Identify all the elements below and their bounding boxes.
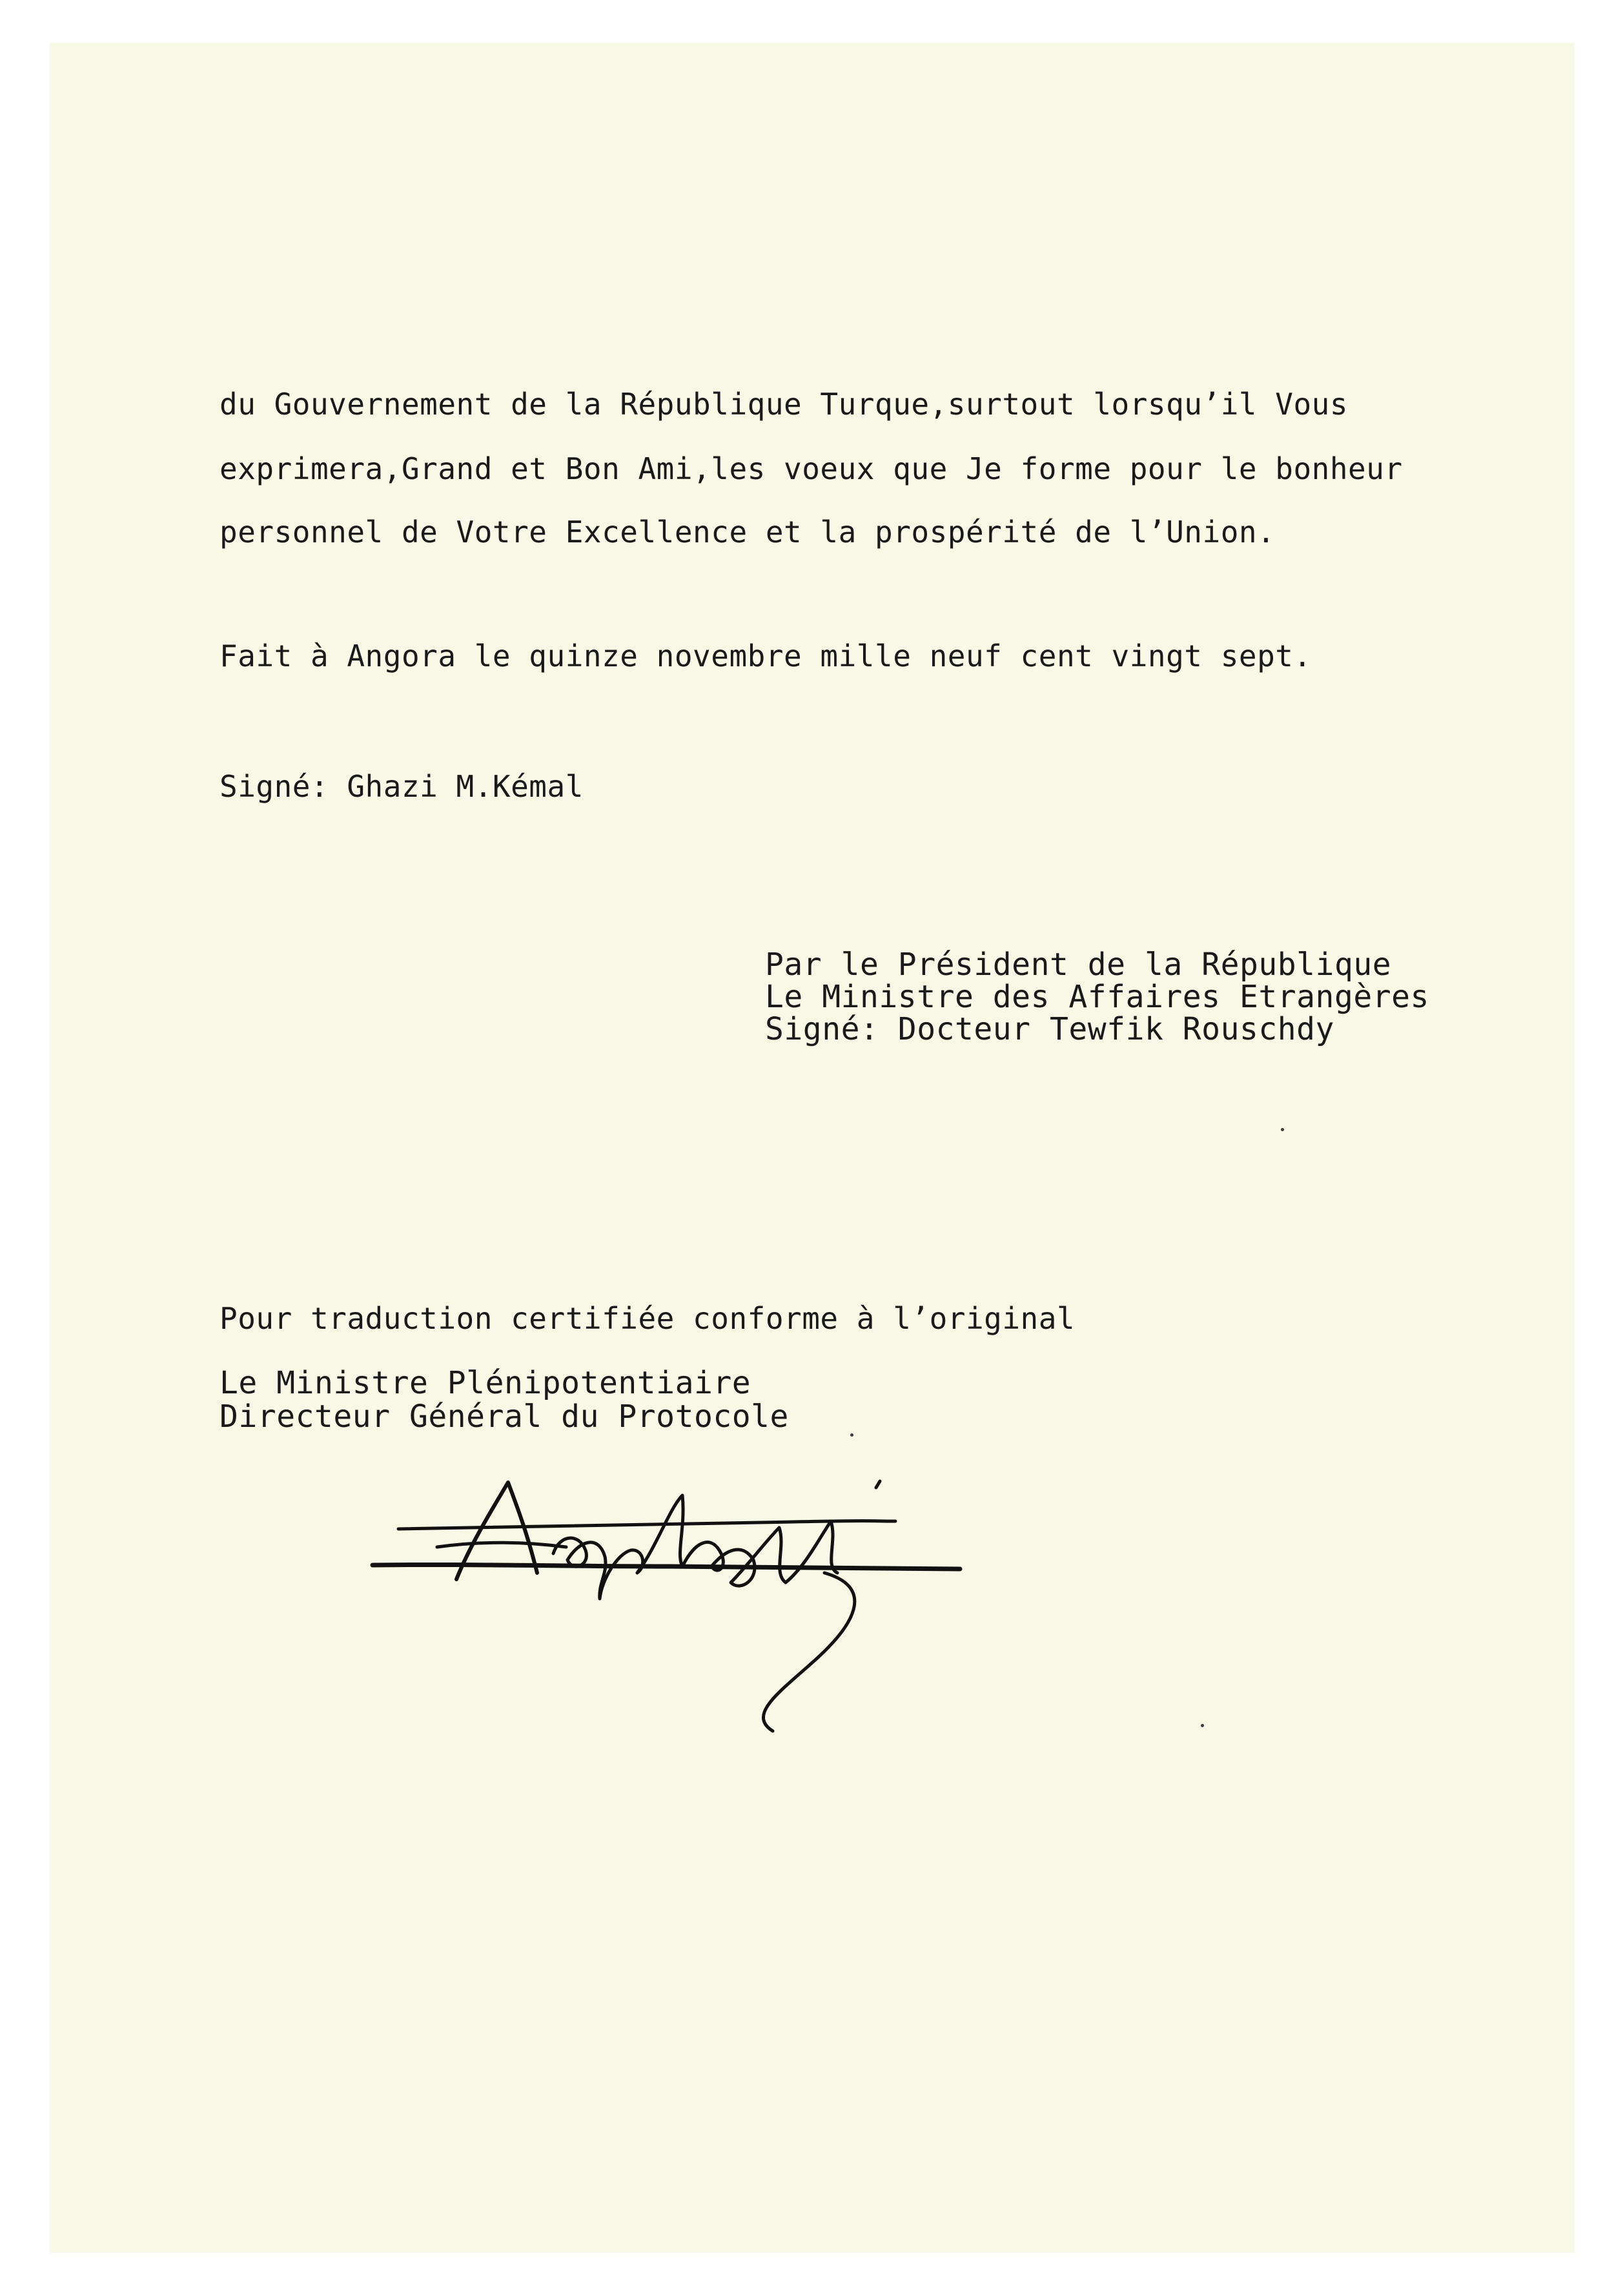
official-title-line-1: Le Ministre Plénipotentiaire	[219, 1365, 751, 1401]
countersign-line-2: Le Ministre des Affaires Etrangères	[765, 979, 1429, 1015]
signed-line: Signé: Ghazi M.Kémal	[219, 769, 584, 804]
paper-speck	[1201, 1724, 1204, 1727]
body-line-1: du Gouvernement de la République Turque,surtout lorsqu’il Vous	[219, 387, 1349, 422]
countersign-line-1: Par le Président de la République	[765, 947, 1392, 983]
certification-statement: Pour traduction certifiée conforme à l’original	[219, 1301, 1076, 1336]
document-page	[50, 43, 1575, 2253]
body-line-3: personnel de Votre Excellence et la prospérité de l’Union.	[219, 515, 1276, 549]
official-title-line-2: Directeur Général du Protocole	[219, 1399, 789, 1435]
date-line: Fait à Angora le quinze novembre mille neuf cent vingt sept.	[219, 639, 1312, 673]
body-line-2: exprimera,Grand et Bon Ami,les voeux que Je forme pour le bonheur	[219, 451, 1403, 486]
paper-speck	[850, 1433, 853, 1437]
handwritten-signature	[360, 1470, 979, 1741]
countersign-line-3: Signé: Docteur Tewfik Rouschdy	[765, 1011, 1334, 1047]
paper-speck	[1281, 1128, 1284, 1131]
